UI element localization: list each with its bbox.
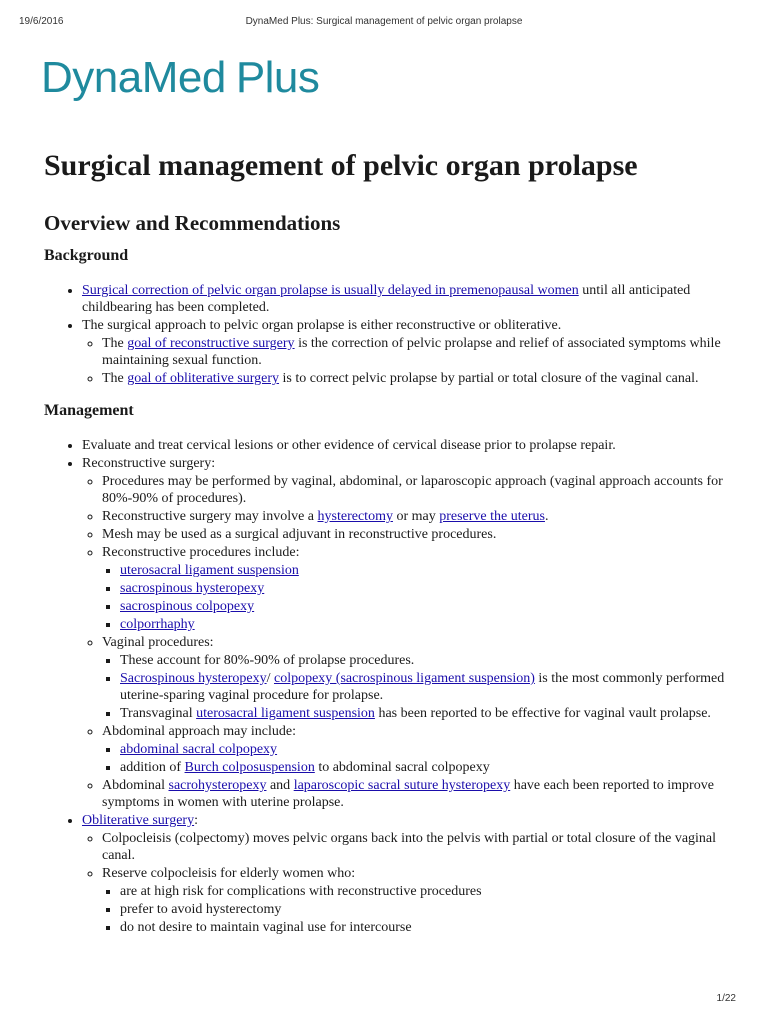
- article-content: [44, 140, 730, 950]
- list-item: ▪ prefer to avoid hysterectomy: [120, 901, 730, 918]
- section-title: Overview and Recommendations: [44, 211, 341, 235]
- link[interactable]: colpopexy (sacrospinous ligament suspension): [273, 671, 535, 686]
- management-heading: Management: [44, 402, 134, 419]
- link[interactable]: colporrhaphy: [120, 617, 195, 632]
- list-item: • Reconstructive surgery: ◦ Procedures may be performed by vaginal, abdominal, or laparoscopic approach (vaginal approach accounts for 80%-90% of procedures). ◦ Reconstructive surgery may involve a hysterectomy or may preserve the uterus. ◦ Mesh may be used as a surgical adjuvant in reconstructive procedures. ◦ Reconstructive procedures include: ▪ uterosacral ligament suspension ▪ sacrospinous hysteropexy ▪ sacrospinous colpopexy ▪ colporrhaphy ◦ Vaginal procedures: ▪ These account for 80%-90% of prolapse procedures. ▪ Sacrospinous hysteropexy/ colpopexy (sacrospinous ligament suspension) is the most commonly performed uterine-sparing vaginal procedure for prolapse. ▪ Transvaginal uterosacral ligament suspension has been reported to be effective for vaginal vault prolapse. ◦ Abdominal approach may include: ▪ abdominal sacral colpopexy ▪ addition of Burch colposuspension to abdominal sacral colpopexy ◦ Abdominal sacrohysteropexy and laparoscopic sacral suture hysteropexy have each been reported to improve symptoms in women with uterine prolapse.: [82, 455, 730, 811]
- management-list: [44, 437, 730, 936]
- list-item: ▪ Sacrospinous hysteropexy/ colpopexy (sacrospinous ligament suspension) is the most commonly performed uterine-sparing vaginal procedure for prolapse.: [120, 670, 730, 704]
- list-item: ◦ The goal of reconstructive surgery is the correction of pelvic prolapse and relief of associated symptoms while maintaining sexual function.: [102, 335, 730, 369]
- link[interactable]: hysterectomy: [317, 509, 393, 524]
- list-item: • Surgical correction of pelvic organ prolapse is usually delayed in premenopausal women until all anticipated childbearing has been completed.: [82, 282, 730, 316]
- link[interactable]: Sacrospinous hysteropexy: [120, 671, 267, 686]
- link[interactable]: sacrospinous colpopexy: [120, 599, 255, 614]
- logo-plus: Plus: [235, 53, 320, 102]
- list-item: • The surgical approach to pelvic organ prolapse is either reconstructive or obliterative. ◦ The goal of reconstructive surgery is the correction of pelvic prolapse and relief of associated symptoms while maintaining sexual function. ◦ The goal of obliterative surgery is to correct pelvic prolapse by partial or total closure of the vaginal canal.: [82, 317, 730, 387]
- link[interactable]: laparoscopic sacral suture hysteropexy: [293, 778, 511, 793]
- page-number: 1/22: [716, 993, 736, 1004]
- list-item: ◦ Reconstructive procedures include: ▪ uterosacral ligament suspension ▪ sacrospinous hysteropexy ▪ sacrospinous colpopexy ▪ colporrhaphy: [102, 544, 730, 633]
- list-item: ▪ are at high risk for complications with reconstructive procedures: [120, 883, 730, 900]
- link[interactable]: goal of obliterative surgery: [127, 371, 280, 386]
- link[interactable]: abdominal sacral colpopexy: [120, 742, 278, 757]
- logo-main: DynaMed: [41, 53, 226, 102]
- list-item: ▪ addition of Burch colposuspension to abdominal sacral colpopexy: [120, 759, 730, 776]
- list-item: • Evaluate and treat cervical lesions or other evidence of cervical disease prior to prolapse repair.: [82, 437, 730, 454]
- list-item: ◦ Mesh may be used as a surgical adjuvant in reconstructive procedures.: [102, 526, 730, 543]
- background-list: [44, 282, 730, 387]
- list-item: ◦ Colpocleisis (colpectomy) moves pelvic organs back into the pelvis with partial or total closure of the vaginal canal.: [102, 830, 730, 864]
- link[interactable]: preserve the uterus: [439, 509, 545, 524]
- list-item: ◦ Procedures may be performed by vaginal, abdominal, or laparoscopic approach (vaginal approach accounts for 80%-90% of procedures).: [102, 473, 730, 507]
- list-item: [120, 580, 730, 597]
- list-item: [120, 741, 730, 758]
- link[interactable]: uterosacral ligament suspension: [196, 706, 375, 721]
- link[interactable]: sacrospinous hysteropexy: [120, 581, 265, 596]
- list-item: ◦ The goal of obliterative surgery is to correct pelvic prolapse by partial or total closure of the vaginal canal.: [102, 370, 730, 387]
- background-heading: Background: [44, 247, 129, 264]
- list-item: [120, 616, 730, 633]
- page-title: Surgical management of pelvic organ prolapse: [44, 149, 638, 182]
- list-item: ◦ Reconstructive surgery may involve a hysterectomy or may preserve the uterus.: [102, 508, 730, 525]
- link[interactable]: Obliterative surgery: [82, 813, 195, 828]
- list-item: ▪ These account for 80%-90% of prolapse procedures.: [120, 652, 730, 669]
- link[interactable]: uterosacral ligament suspension: [120, 563, 299, 578]
- link[interactable]: Burch colposuspension: [184, 760, 315, 775]
- list-item: ▪ do not desire to maintain vaginal use for intercourse: [120, 919, 730, 936]
- list-item: ▪ Transvaginal uterosacral ligament suspension has been reported to be effective for vaginal vault prolapse.: [120, 705, 730, 722]
- list-item: ◦ Abdominal sacrohysteropexy and laparoscopic sacral suture hysteropexy have each been reported to improve symptoms in women with uterine prolapse.: [102, 777, 730, 811]
- link[interactable]: Surgical correction of pelvic organ prolapse is usually delayed in premenopausal women: [82, 283, 579, 298]
- print-title: DynaMed Plus: Surgical management of pelvic organ prolapse: [245, 16, 523, 27]
- dynamed-plus-logo: [41, 53, 320, 102]
- list-item: • Obliterative surgery: ◦ Colpocleisis (colpectomy) moves pelvic organs back into the pelvis with partial or total closure of the vaginal canal. ◦ Reserve colpocleisis for elderly women who: ▪ are at high risk for complications with reconstructive procedures ▪ prefer to avoid hysterectomy ▪ do not desire to maintain vaginal use for intercourse: [82, 812, 730, 936]
- list-item: ◦ Abdominal approach may include: ▪ abdominal sacral colpopexy ▪ addition of Burch colposuspension to abdominal sacral colpopexy: [102, 723, 730, 776]
- list-item: [120, 598, 730, 615]
- list-item: ◦ Reserve colpocleisis for elderly women who: ▪ are at high risk for complications with reconstructive procedures ▪ prefer to avoid hysterectomy ▪ do not desire to maintain vaginal use for intercourse: [102, 865, 730, 936]
- list-item: ◦ Vaginal procedures: ▪ These account for 80%-90% of prolapse procedures. ▪ Sacrospinous hysteropexy/ colpopexy (sacrospinous ligament suspension) is the most commonly performed uterine-sparing vaginal procedure for prolapse. ▪ Transvaginal uterosacral ligament suspension has been reported to be effective for vaginal vault prolapse.: [102, 634, 730, 722]
- link[interactable]: sacrohysteropexy: [168, 778, 267, 793]
- list-item: [120, 562, 730, 579]
- link[interactable]: goal of reconstructive surgery: [127, 336, 295, 351]
- print-date: 19/6/2016: [19, 16, 64, 27]
